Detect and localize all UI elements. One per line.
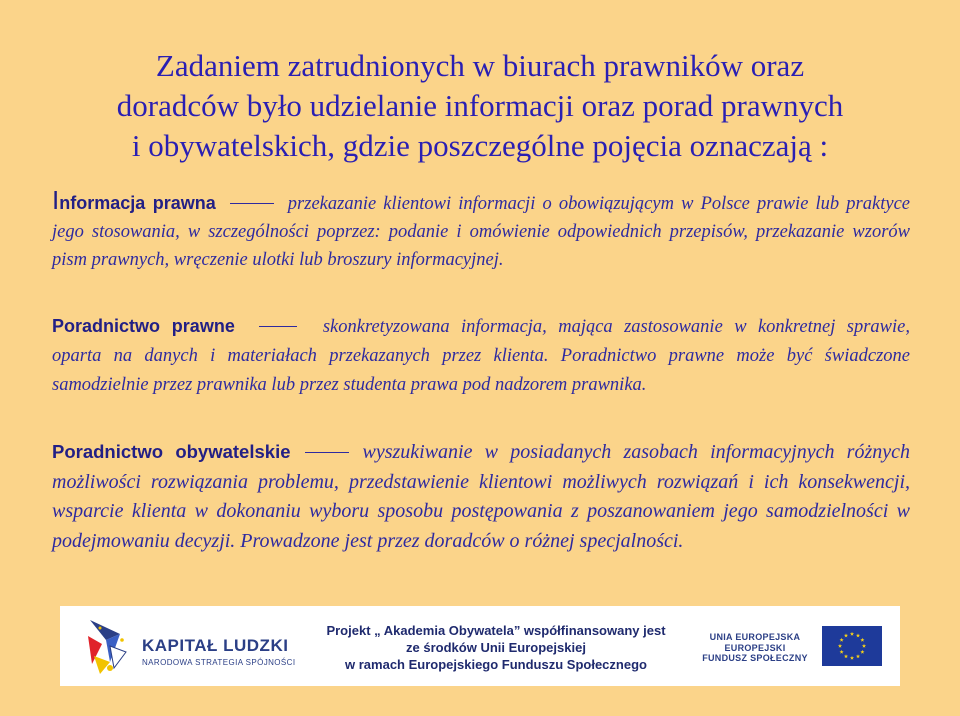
eu-fund-label: [700, 632, 810, 664]
dash-separator: [305, 452, 349, 453]
project-line-2: ze środków Unii Europejskiej: [406, 640, 586, 655]
definition-text: skonkretyzowana informacja, mająca zastosowanie w konkretnej sprawie, oparta na danych i materiałach przekazanych przez klienta. Poradnictwo prawne może być świadczone samodzielnie przez prawnika lub przez studenta prawa pod nadzorem prawnika.: [52, 317, 910, 395]
project-line-3: w ramach Europejskiego Funduszu Społecznego: [345, 657, 647, 672]
definition-text: wyszukiwanie w posiadanych zasobach informacyjnych różnych możliwości rozwiązania problemu, przedstawienie klientowi możliwych rozwiązań i ich konsekwencji, wsparcie klienta w dokonaniu wyboru sposobu postępowania z poszanowaniem jego samodzielności w podejmowaniu decyzji. Prowadzone jest przez doradców o różnej specjalności.: [52, 441, 910, 552]
kapital-ludzki-name: KAPITAŁ LUDZKI: [142, 636, 289, 655]
definition-poradnictwo-obywatelskie: [52, 437, 910, 556]
project-line-1: Projekt „ Akademia Obywatela” współfinansowany jest: [326, 623, 666, 638]
kapital-ludzki-logo-icon: [80, 616, 138, 676]
kapital-ludzki-subtitle: NARODOWA STRATEGIA SPÓJNOŚCI: [142, 658, 296, 667]
definition-poradnictwo-prawne: [52, 312, 910, 400]
dash-separator: [230, 203, 274, 204]
term-poradnictwo-obywatelskie: Poradnictwo obywatelskie: [52, 441, 291, 462]
term-poradnictwo-prawne: Poradnictwo prawne: [52, 316, 235, 336]
title-line-1: Zadaniem zatrudnionych w biurach prawników oraz: [155, 48, 805, 83]
dash-separator: [259, 326, 297, 327]
term-informacja-prawna: [52, 185, 216, 215]
definition-informacja-prawna: [52, 186, 910, 274]
definition-text: przekazanie klientowi informacji o obowiązującym w Polsce prawie lub praktyce jego stosowania, w szczególności poprzez: podanie i omówienie odpowiednich przepisów, przekazanie wzorów pism prawnych, wręczenie ulotki lub broszury informacyjnej.: [52, 194, 910, 270]
slide-title: [40, 46, 920, 166]
term-rest: nformacja prawna: [59, 193, 216, 213]
project-funding-note: [306, 622, 686, 673]
term-initial: I: [52, 185, 60, 215]
eu-line-2: EUROPEJSKI: [724, 642, 786, 653]
eu-flag-icon: [822, 626, 882, 666]
title-line-2: doradców było udzielanie informacji oraz porad prawnych: [116, 88, 844, 123]
title-line-3: i obywatelskich, gdzie poszczególne pojęcia oznaczają :: [131, 128, 829, 163]
eu-line-3: FUNDUSZ SPOŁECZNY: [702, 653, 808, 663]
eu-line-1: UNIA EUROPEJSKA: [709, 632, 801, 642]
footer-logo-bar: [60, 606, 900, 686]
